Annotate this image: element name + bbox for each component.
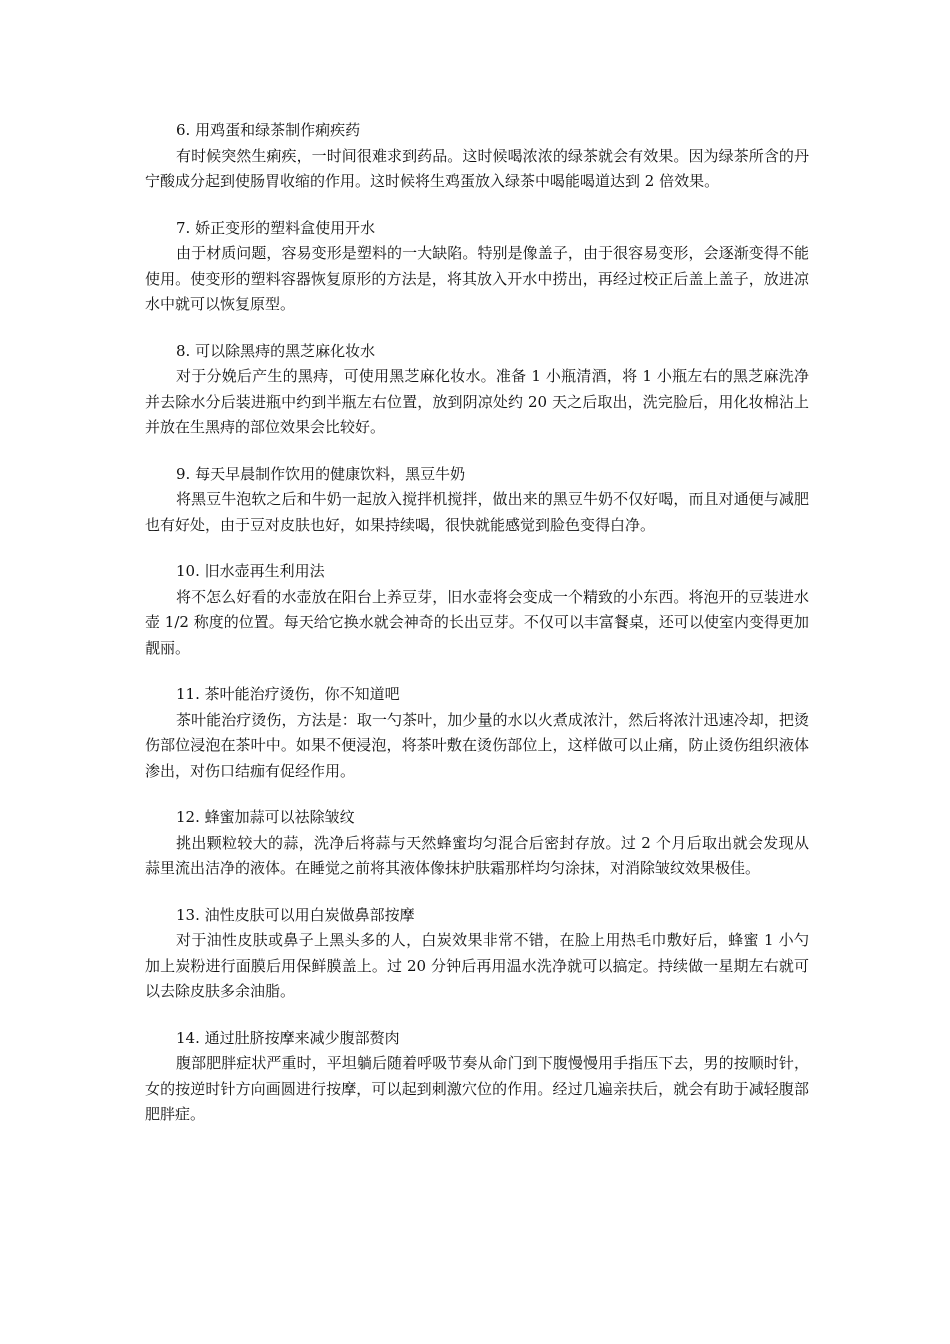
tip-section-12 bbox=[145, 805, 809, 882]
tip-heading: 10. 旧水壶再生利用法 bbox=[176, 562, 325, 580]
tip-body: 将不怎么好看的水壶放在阳台上养豆芽，旧水壶将会变成一个精致的小东西。将泡开的豆装进水壶 1/2 称度的位置。每天给它换水就会神奇的长出豆芽。不仅可以丰富餐桌，还可以使室内变得更加靓丽。 bbox=[145, 587, 809, 657]
tip-body: 茶叶能治疗烫伤，方法是：取一勺茶叶，加少量的水以火煮成浓汁，然后将浓汁迅速冷却，把烫伤部位浸泡在茶叶中。如果不便浸泡，将茶叶敷在烫伤部位上，这样做可以止痛，防止烫伤组织液体渗出，对伤口结痂有促经作用。 bbox=[145, 710, 809, 780]
tip-body: 腹部肥胖症状严重时，平坦躺后随着呼吸节奏从命门到下腹慢慢用手指压下去，男的按顺时针，女的按逆时针方向画圆进行按摩，可以起到刺激穴位的作用。经过几遍亲扶后，就会有助于减轻腹部肥胖症。 bbox=[145, 1054, 809, 1123]
tip-section-10 bbox=[145, 559, 809, 661]
tip-section-8 bbox=[145, 339, 809, 441]
tip-heading: 6. 用鸡蛋和绿茶制作痢疾药 bbox=[176, 121, 361, 139]
document-page bbox=[145, 118, 809, 1149]
tip-heading: 9. 每天早晨制作饮用的健康饮料，黑豆牛奶 bbox=[176, 464, 466, 483]
tip-body: 对于油性皮肤或鼻子上黑头多的人，白炭效果非常不错，在脸上用热毛巾敷好后，蜂蜜 1 小勺加上炭粉进行面膜后用保鲜膜盖上。过 20 分钟后再用温水洗净就可以搞定。持续做一星期左右就可以去除皮肤多余油脂。 bbox=[145, 931, 809, 1000]
tip-section-6 bbox=[145, 118, 809, 195]
tip-heading: 7. 娇正变形的塑料盒使用开水 bbox=[176, 218, 376, 237]
tip-body: 有时候突然生痢疾，一时间很难求到药品。这时候喝浓浓的绿茶就会有效果。因为绿茶所含的丹宁酸成分起到使肠胃收缩的作用。这时候将生鸡蛋放入绿茶中喝能喝道达到 2 倍效果。 bbox=[145, 146, 809, 190]
tip-heading: 8. 可以除黑痔的黑芝麻化妆水 bbox=[176, 341, 376, 360]
tip-heading: 13. 油性皮肤可以用白炭做鼻部按摩 bbox=[176, 905, 415, 924]
tip-body: 将黑豆牛泡软之后和牛奶一起放入搅拌机搅拌，做出来的黑豆牛奶不仅好喝，而且对通便与减肥也有好处，由于豆对皮肤也好，如果持续喝，很快就能感觉到脸色变得白净。 bbox=[145, 490, 809, 534]
tip-heading: 11. 茶叶能治疗烫伤，你不知道吧 bbox=[176, 685, 400, 703]
tip-body: 由于材质问题，容易变形是塑料的一大缺陷。特别是像盖子，由于很容易变形，会逐渐变得不能使用。使变形的塑料容器恢复原形的方法是，将其放入开水中捞出，再经过校正后盖上盖子，放进凉水中就可以恢复原型。 bbox=[145, 244, 809, 313]
tip-section-11 bbox=[145, 682, 809, 784]
tip-heading: 14. 通过肚脐按摩来减少腹部赘肉 bbox=[176, 1028, 400, 1047]
tip-section-14 bbox=[145, 1026, 809, 1128]
tip-section-13 bbox=[145, 903, 809, 1005]
tip-section-7 bbox=[145, 216, 809, 318]
tip-heading: 12. 蜂蜜加蒜可以祛除皱纹 bbox=[176, 808, 355, 826]
tip-body: 对于分娩后产生的黑痔，可使用黑芝麻化妆水。准备 1 小瓶清酒，将 1 小瓶左右的黑芝麻洗净并去除水分后装进瓶中约到半瓶左右位置，放到阴凉处约 20 天之后取出，洗完脸后，用化妆棉沾上并放在生黑痔的部位效果会比较好。 bbox=[145, 367, 809, 436]
tip-section-9 bbox=[145, 462, 809, 539]
tip-body: 挑出颗粒较大的蒜，洗净后将蒜与天然蜂蜜均匀混合后密封存放。过 2 个月后取出就会发现从蒜里流出洁净的液体。在睡觉之前将其液体像抹护肤霜那样均匀涂抹，对消除皱纹效果极佳。 bbox=[145, 833, 809, 877]
